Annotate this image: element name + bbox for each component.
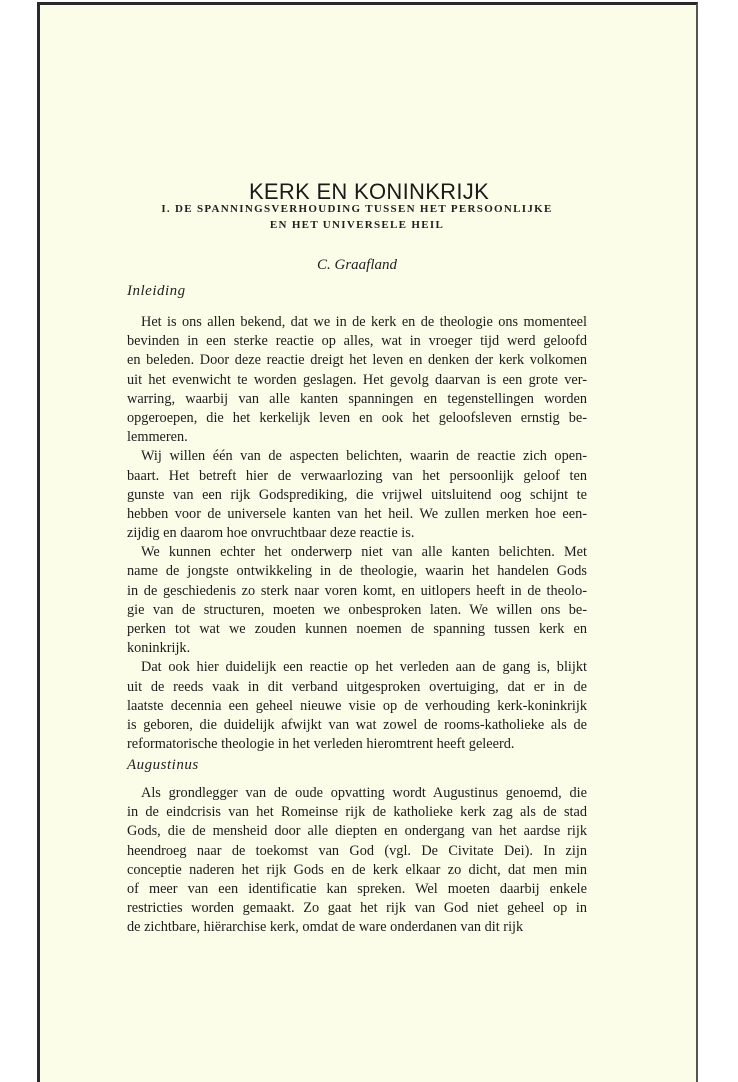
article-author: C. Graafland	[316, 257, 397, 273]
paragraph	[127, 784, 587, 938]
text-line: baart. Het betreft hier de verwaarlozing van het persoonlijk geloof ten	[127, 467, 587, 484]
text-line: in de eindcrisis van het Romeinse rijk de katholieke kerk zag als de stad	[127, 804, 587, 821]
text-line: We kunnen echter het onderwerp niet van alle kanten belichten. Met	[141, 544, 587, 561]
text-line: conceptie naderen het rijk Gods en de kerk elkaar zo dicht, dat men min	[127, 861, 587, 878]
text-line: gunste van een rijk Godsprediking, die vrijwel uitsluitend oog schijnt te	[127, 486, 587, 503]
text-line: gie van de structuren, moeten we onbesproken laten. We willen ons be-	[127, 601, 587, 618]
section-heading-inleiding: Inleiding	[127, 283, 186, 299]
text-line: en beleden. Door deze reactie dreigt het leven en denken der kerk volkomen	[127, 352, 587, 369]
text-line: heendroeg naar de toekomst van God (vgl. De Civitate Dei). In zijn	[127, 842, 587, 859]
text-line: zijdig en daarom hoe onvruchtbaar deze reactie is.	[127, 525, 415, 542]
text-line: lemmeren.	[127, 429, 188, 446]
text-line: warring, waarbij van alle kanten spanningen en tegenstellingen worden	[127, 390, 587, 407]
article-subtitle-line: EN HET UNIVERSELE HEIL	[269, 219, 445, 231]
text-line: restricties worden gemaakt. Zo gaat het rijk van God niet geheel op in	[127, 900, 587, 917]
text-line: Gods, die de mensheid door alle diepten en ondergang van het aardse rijk	[127, 823, 587, 840]
text-line: hebben voor de universele kanten van het heil. We zullen merken hoe een-	[127, 505, 587, 522]
paragraph	[127, 658, 587, 754]
text-line: opgeroepen, die het kerkelijk leven en ook het geloofsleven ernstig be-	[127, 409, 587, 426]
text-line: uit het evenwicht te worden geslagen. Het gevolg daarvan is een grote ver-	[127, 371, 587, 388]
text-line: in de geschiedenis zo sterk naar voren komt, en uitlopers heeft in de theolo-	[127, 582, 587, 599]
text-line: de zichtbare, hiërarchise kerk, omdat de ware onderdanen van dit rijk	[127, 919, 524, 936]
text-line: name de jongste ontwikkeling in de theologie, waarin het handelen Gods	[127, 563, 587, 580]
article-title: KERK EN KONINKRIJK	[248, 179, 490, 204]
text-line: perken tot wat we zouden kunnen noemen de spanning tussen kerk en	[127, 621, 587, 637]
text-line: koninkrijk.	[127, 640, 191, 657]
text-line: of meer van een identificatie kan spreken. Wel moeten daarbij enkele	[127, 880, 587, 897]
section-body-inleiding	[127, 313, 587, 754]
text-line: bevinden in een sterke reactie op alles, wat in vroeger tijd werd geloofd	[127, 333, 587, 350]
text-line: reformatorische theologie in het verleden hieromtrent heeft geleerd.	[127, 736, 515, 753]
text-line: Wij willen één van de aspecten belichten, waarin de reactie zich open-	[141, 448, 587, 465]
section-heading-augustinus: Augustinus	[127, 757, 199, 773]
paragraph	[127, 543, 587, 658]
text-line: is geboren, die duidelijk afwijkt van wat zowel de rooms-katholieke als de	[127, 716, 587, 733]
section-body-augustinus	[127, 784, 587, 938]
paragraph	[127, 447, 587, 543]
article-subtitle-line: I. DE SPANNINGSVERHOUDING TUSSEN HET PERSOONLIJKE	[161, 203, 553, 215]
text-line: laatste decennia een geheel nieuwe visie op de verhouding kerk-koninkrijk	[127, 697, 587, 714]
text-line: uit de reeds vaak in dit verband uitgesproken overtuiging, dat er in de	[127, 678, 587, 695]
text-line: Als grondlegger van de oude opvatting wordt Augustinus genoemd, die	[141, 785, 587, 801]
text-line: Dat ook hier duidelijk een reactie op het verleden aan de gang is, blijkt	[141, 659, 587, 676]
text-line: Het is ons allen bekend, dat we in de kerk en de theologie ons momenteel	[141, 314, 587, 330]
paragraph	[127, 313, 587, 447]
